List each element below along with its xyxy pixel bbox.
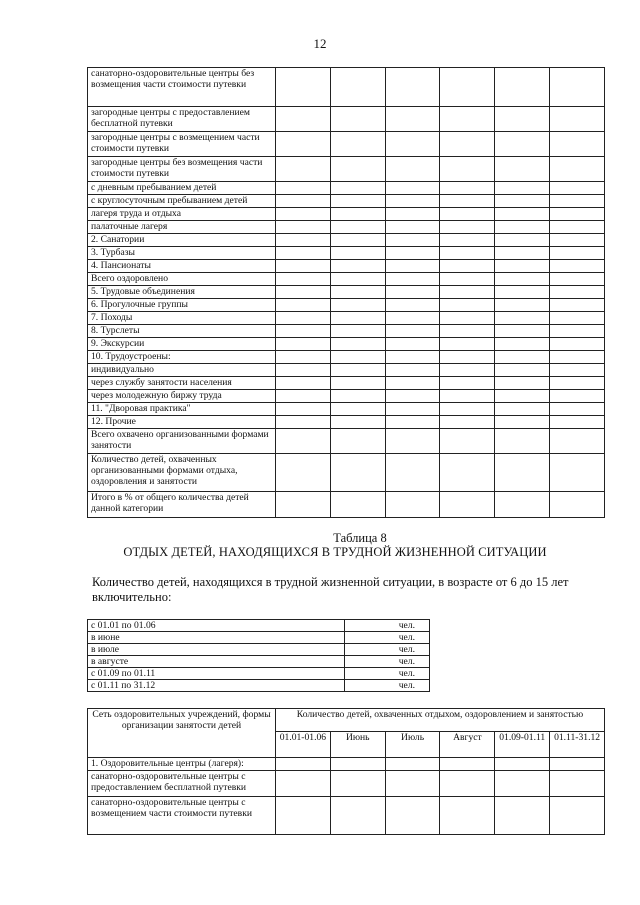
table-row [88, 429, 605, 454]
table-cell [495, 132, 550, 157]
table-row [88, 325, 605, 338]
table-cell [330, 797, 385, 835]
table-row [88, 416, 605, 429]
table-cell [385, 429, 440, 454]
table-cell [385, 68, 440, 107]
table-cell [550, 157, 605, 182]
row-label: индивидуально [88, 364, 276, 377]
table-cell [440, 195, 495, 208]
period-header: 01.11-31.12 [550, 732, 605, 758]
table-cell [495, 312, 550, 325]
table-cell [550, 390, 605, 403]
table-cell [276, 68, 331, 107]
table-cell [385, 797, 440, 835]
table-cell [385, 107, 440, 132]
table-cell [330, 221, 385, 234]
table-cell [550, 771, 605, 797]
table-row [88, 260, 605, 273]
table-cell [440, 221, 495, 234]
table-row [88, 377, 605, 390]
unit-cell: чел. [345, 632, 430, 644]
table-cell [385, 182, 440, 195]
table-cell [495, 338, 550, 351]
table-cell [440, 797, 495, 835]
row-label: через молодежную биржу труда [88, 390, 276, 403]
table-cell [385, 403, 440, 416]
table-cell [330, 286, 385, 299]
table-cell [440, 68, 495, 107]
table-cell [276, 338, 331, 351]
period-label: в августе [88, 656, 345, 668]
table-cell [385, 338, 440, 351]
unit-cell: чел. [345, 680, 430, 692]
table-cell [385, 771, 440, 797]
table-cell [276, 132, 331, 157]
table-cell [440, 454, 495, 492]
table-cell [330, 377, 385, 390]
table-cell [495, 221, 550, 234]
table-cell [440, 273, 495, 286]
row-label: с круглосуточным пребыванием детей [88, 195, 276, 208]
table-cell [550, 351, 605, 364]
table-cell [495, 377, 550, 390]
table-row [88, 247, 605, 260]
table-row [88, 403, 605, 416]
table-cell [550, 260, 605, 273]
table-cell [276, 157, 331, 182]
row-label: 11. "Дворовая практика" [88, 403, 276, 416]
table-number: Таблица 8 [333, 531, 387, 545]
table-cell [276, 364, 331, 377]
table-cell [550, 247, 605, 260]
table-cell [495, 273, 550, 286]
table-cell [550, 364, 605, 377]
table-cell [440, 107, 495, 132]
table-row [88, 195, 605, 208]
row-label: Итого в % от общего количества детей данной категории [88, 492, 276, 518]
table-cell [495, 416, 550, 429]
table-cell [330, 492, 385, 518]
table-cell [276, 247, 331, 260]
table-cell [385, 157, 440, 182]
table-cell [276, 758, 331, 771]
table-cell [330, 273, 385, 286]
table-row [88, 107, 605, 132]
table-row [88, 771, 605, 797]
table-cell [550, 299, 605, 312]
table-cell [550, 377, 605, 390]
table-cell [385, 247, 440, 260]
table-cell [440, 234, 495, 247]
table-row [88, 132, 605, 157]
period-label: в июне [88, 632, 345, 644]
table-cell [550, 312, 605, 325]
period-header: Август [440, 732, 495, 758]
table-cell [550, 182, 605, 195]
table-cell [330, 208, 385, 221]
table-cell [550, 338, 605, 351]
table-cell [495, 68, 550, 107]
table-cell [276, 286, 331, 299]
table-cell [440, 492, 495, 518]
unit-cell: чел. [345, 620, 430, 632]
table-cell [330, 416, 385, 429]
row-label: загородные центры без возмещения части стоимости путевки [88, 157, 276, 182]
row-label: 4. Пансионаты [88, 260, 276, 273]
row-label: 1. Оздоровительные центры (лагеря): [88, 758, 276, 771]
table-cell [276, 351, 331, 364]
table-cell [385, 208, 440, 221]
page-number: 12 [313, 36, 327, 51]
table-cell [330, 68, 385, 107]
table-cell [440, 771, 495, 797]
table-row [88, 758, 605, 771]
table-cell [440, 260, 495, 273]
table-cell [330, 107, 385, 132]
table-row [88, 208, 605, 221]
table-cell [440, 312, 495, 325]
table-cell [330, 312, 385, 325]
row-label: 10. Трудоустроены: [88, 351, 276, 364]
row-label: санаторно-оздоровительные центры с предоставлением бесплатной путевки [88, 771, 276, 797]
table-cell [440, 377, 495, 390]
table-cell [495, 403, 550, 416]
table-row [88, 273, 605, 286]
row-label: через службу занятости населения [88, 377, 276, 390]
table-row [88, 797, 605, 835]
table-cell [276, 454, 331, 492]
table-cell [385, 234, 440, 247]
table-cell [385, 758, 440, 771]
row-label: лагеря труда и отдыха [88, 208, 276, 221]
table-cell [495, 429, 550, 454]
row-label: 12. Прочие [88, 416, 276, 429]
table-row [88, 312, 605, 325]
table-row [88, 221, 605, 234]
table-row [88, 390, 605, 403]
row-label: с дневным пребыванием детей [88, 182, 276, 195]
row-label: 7. Походы [88, 312, 276, 325]
table-cell [550, 797, 605, 835]
unit-cell: чел. [345, 644, 430, 656]
table-cell [276, 107, 331, 132]
table-cell [495, 247, 550, 260]
table-cell [495, 195, 550, 208]
table-cell [495, 286, 550, 299]
children-count-paragraph: Количество детей, находящихся в трудной жизненной ситуации, в возрасте от 6 до 15 лет включительно: [92, 575, 569, 604]
table-cell [385, 132, 440, 157]
table-cell [495, 325, 550, 338]
table-cell [385, 364, 440, 377]
table-row [88, 492, 605, 518]
row-label: 8. Турслеты [88, 325, 276, 338]
table-cell [550, 429, 605, 454]
table-cell [330, 299, 385, 312]
table-cell [385, 325, 440, 338]
table-cell [330, 429, 385, 454]
unit-cell: чел. [345, 668, 430, 680]
period-header: Июнь [330, 732, 385, 758]
table-cell [550, 221, 605, 234]
table-cell [440, 157, 495, 182]
table-cell [495, 182, 550, 195]
table-cell [385, 195, 440, 208]
table-cell [495, 492, 550, 518]
table-cell [440, 286, 495, 299]
table-cell [385, 286, 440, 299]
table-cell [385, 492, 440, 518]
table-cell [385, 273, 440, 286]
table-cell [550, 132, 605, 157]
table-row [88, 656, 430, 668]
row-label: загородные центры с возмещением части стоимости путевки [88, 132, 276, 157]
table-header-row [88, 709, 605, 732]
table-cell [550, 273, 605, 286]
table-cell [276, 429, 331, 454]
table-cell [276, 299, 331, 312]
table-row [88, 644, 430, 656]
table-cell [440, 338, 495, 351]
period-header: 01.09-01.11 [495, 732, 550, 758]
table-cell [330, 132, 385, 157]
table-cell [550, 107, 605, 132]
table-cell [385, 377, 440, 390]
table-cell [330, 182, 385, 195]
table-cell [550, 68, 605, 107]
table-cell [550, 286, 605, 299]
children-count-table [87, 619, 430, 692]
header-network-cell: Сеть оздоровительных учреждений, формы организации занятости детей [88, 709, 276, 758]
table-cell [276, 234, 331, 247]
table-cell [550, 416, 605, 429]
table-row [88, 632, 430, 644]
row-label: 5. Трудовые объединения [88, 286, 276, 299]
period-header: 01.01-01.06 [276, 732, 331, 758]
table-cell [276, 377, 331, 390]
table-cell [330, 157, 385, 182]
table-cell [495, 157, 550, 182]
table-cell [550, 758, 605, 771]
row-label: палаточные лагеря [88, 221, 276, 234]
table-cell [276, 273, 331, 286]
table-cell [276, 260, 331, 273]
table-cell [330, 260, 385, 273]
row-label: Количество детей, охваченных организованными формами отдыха, оздоровления и занятости [88, 454, 276, 492]
table-row [88, 234, 605, 247]
children-coverage-table [87, 708, 605, 835]
table-cell [440, 364, 495, 377]
table-cell [385, 416, 440, 429]
row-label: загородные центры с предоставлением бесплатной путевки [88, 107, 276, 132]
table-cell [495, 364, 550, 377]
table-cell [440, 390, 495, 403]
table-cell [385, 454, 440, 492]
table-cell [330, 247, 385, 260]
table-cell [385, 299, 440, 312]
table-cell [330, 454, 385, 492]
table-row [88, 680, 430, 692]
table-row [88, 286, 605, 299]
table-cell [385, 351, 440, 364]
row-label: 2. Санатории [88, 234, 276, 247]
table-cell [276, 312, 331, 325]
table-cell [276, 416, 331, 429]
table-cell [330, 758, 385, 771]
table-cell [440, 758, 495, 771]
table-cell [550, 208, 605, 221]
table-cell [276, 390, 331, 403]
row-label: 3. Турбазы [88, 247, 276, 260]
table-cell [440, 351, 495, 364]
row-label: санаторно-оздоровительные центры без возмещения части стоимости путевки [88, 68, 276, 107]
table-cell [495, 454, 550, 492]
table-cell [276, 195, 331, 208]
table-cell [440, 132, 495, 157]
table-cell [550, 195, 605, 208]
table-cell [276, 208, 331, 221]
table-cell [495, 260, 550, 273]
table-cell [550, 403, 605, 416]
table-cell [385, 260, 440, 273]
table-cell [440, 182, 495, 195]
table-cell [495, 390, 550, 403]
table-cell [276, 325, 331, 338]
period-label: с 01.01 по 01.06 [88, 620, 345, 632]
recreation-table-continued [87, 67, 605, 518]
table-row [88, 668, 430, 680]
table-title: ОТДЫХ ДЕТЕЙ, НАХОДЯЩИХСЯ В ТРУДНОЙ ЖИЗНЕННОЙ СИТУАЦИИ [123, 545, 547, 559]
table-cell [276, 797, 331, 835]
table-cell [440, 325, 495, 338]
table-cell [330, 403, 385, 416]
table-row [88, 620, 430, 632]
table-cell [330, 771, 385, 797]
table-cell [550, 325, 605, 338]
table-row [88, 299, 605, 312]
table-cell [550, 492, 605, 518]
table-cell [276, 221, 331, 234]
table-cell [440, 299, 495, 312]
table-cell [495, 758, 550, 771]
period-label: с 01.09 по 01.11 [88, 668, 345, 680]
table-cell [330, 364, 385, 377]
table-cell [276, 492, 331, 518]
table-cell [495, 771, 550, 797]
table-row [88, 454, 605, 492]
table-cell [440, 247, 495, 260]
unit-cell: чел. [345, 656, 430, 668]
table-row [88, 182, 605, 195]
table-row [88, 68, 605, 107]
period-header: Июль [385, 732, 440, 758]
row-label: Всего охвачено организованными формами занятости [88, 429, 276, 454]
period-label: в июле [88, 644, 345, 656]
table-cell [495, 234, 550, 247]
table-cell [495, 208, 550, 221]
table-cell [330, 338, 385, 351]
table-cell [495, 797, 550, 835]
row-label: 6. Прогулочные группы [88, 299, 276, 312]
table-cell [276, 771, 331, 797]
table-cell [495, 351, 550, 364]
period-label: с 01.11 по 31.12 [88, 680, 345, 692]
table-cell [330, 351, 385, 364]
row-label: Всего оздоровлено [88, 273, 276, 286]
table-cell [330, 234, 385, 247]
table-row [88, 351, 605, 364]
table-cell [330, 325, 385, 338]
table-cell [330, 390, 385, 403]
table-cell [385, 221, 440, 234]
table-cell [385, 390, 440, 403]
table-cell [440, 416, 495, 429]
row-label: санаторно-оздоровительные центры с возмещением части стоимости путевки [88, 797, 276, 835]
table-cell [550, 454, 605, 492]
row-label: 9. Экскурсии [88, 338, 276, 351]
table-row [88, 364, 605, 377]
table-row [88, 157, 605, 182]
table-cell [440, 429, 495, 454]
header-coverage-cell: Количество детей, охваченных отдыхом, оздоровлением и занятостью [276, 709, 605, 732]
table-cell [385, 312, 440, 325]
table-cell [440, 403, 495, 416]
table-cell [550, 234, 605, 247]
table-cell [276, 182, 331, 195]
table-cell [276, 403, 331, 416]
table-cell [440, 208, 495, 221]
table-cell [495, 299, 550, 312]
table-cell [330, 195, 385, 208]
table-cell [495, 107, 550, 132]
table-row [88, 338, 605, 351]
